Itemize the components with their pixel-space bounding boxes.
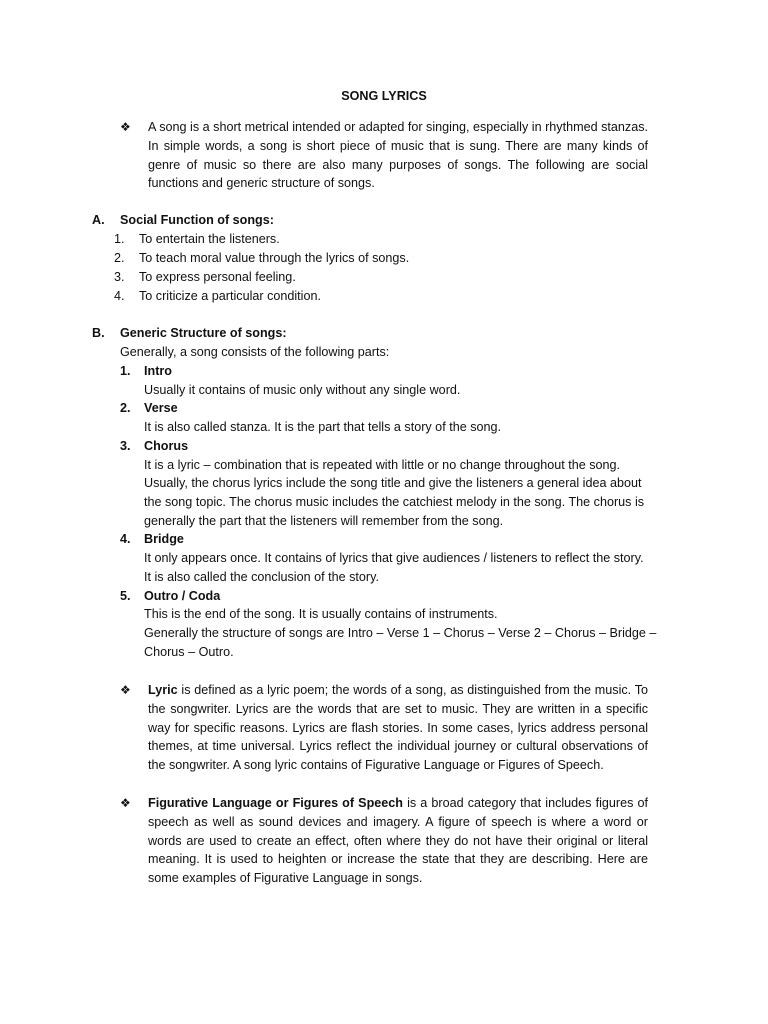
part-line: Usually, the chorus lyrics include the song title and give the listeners a general idea about <box>144 476 642 490</box>
lyric-term: Lyric <box>148 683 178 697</box>
part-line: It is a lyric – combination that is repeated with little or no change throughout the song. <box>144 458 621 472</box>
part-line: Usually it contains of music only without any single word. <box>144 383 461 397</box>
figurative-paragraph <box>148 794 648 888</box>
part-name: Chorus <box>144 439 189 453</box>
section-b-lead: Generally, a song consists of the following parts: <box>120 345 390 359</box>
part-line: This is the end of the song. It is usually contains of instruments. <box>144 607 498 621</box>
part-number: 1. <box>120 364 131 378</box>
diamond-bullet-icon: ❖ <box>120 796 131 810</box>
list-item-number: 1. <box>114 232 125 246</box>
part-line: the song topic. The chorus music includes the catchiest melody in the song. The chorus is <box>144 495 645 509</box>
list-item: To entertain the listeners. <box>139 232 280 246</box>
part-line: It only appears once. It contains of lyrics that give audiences / listeners to reflect the story. <box>144 551 644 565</box>
list-item: To express personal feeling. <box>139 270 296 284</box>
part-number: 3. <box>120 439 131 453</box>
intro-paragraph: A song is a short metrical intended or adapted for singing, especially in rhythmed stanzas. In simple words, a song is short piece of music that is sung. There are many kinds of genre of music so there are also many purposes of songs. The following are social functions and generic structure of songs. <box>148 120 648 191</box>
lyric-definition: is defined as a lyric poem; the words of a song, as distinguished from the music. To the songwriter. Lyrics are the words that are set to music. They are written in a specific way for specific reasons. Lyrics are flash stories. In some cases, lyrics address personal themes, at time universal. Lyrics reflect the individual journey or cultural observations of the songwriter. A song lyric contains of Figurative Language or Figures of Speech. <box>148 683 648 773</box>
section-b-letter: B. <box>92 326 105 340</box>
part-number: 5. <box>120 589 131 603</box>
part-name: Outro / Coda <box>144 589 221 603</box>
page-title: SONG LYRICS <box>341 89 427 103</box>
section-b-heading: Generic Structure of songs: <box>120 326 287 340</box>
lyric-paragraph <box>148 681 648 775</box>
part-line: Chorus – Outro. <box>144 645 234 659</box>
section-a-letter: A. <box>92 213 105 227</box>
part-line: It is also called stanza. It is the part that tells a story of the song. <box>144 420 502 434</box>
list-item: To criticize a particular condition. <box>139 289 321 303</box>
part-number: 2. <box>120 401 131 415</box>
diamond-bullet-icon: ❖ <box>120 120 131 134</box>
list-item-number: 2. <box>114 251 125 265</box>
figurative-term: Figurative Language or Figures of Speech <box>148 796 403 810</box>
section-a-heading: Social Function of songs: <box>120 213 274 227</box>
part-line: It is also called the conclusion of the story. <box>144 570 379 584</box>
figurative-definition: is a broad category that includes figures of speech as well as sound devices and imagery. A figure of speech is where a word or words are used to create an effect, often where they do not have their original or literal meaning. It is used to heighten or increase the state that they are describing. Here are some examples of Figurative Language in songs. <box>148 796 648 886</box>
part-name: Verse <box>144 401 178 415</box>
list-item-number: 3. <box>114 270 125 284</box>
part-line: generally the part that the listeners will remember from the song. <box>144 514 504 528</box>
list-item: To teach moral value through the lyrics of songs. <box>139 251 410 265</box>
part-number: 4. <box>120 532 131 546</box>
part-name: Bridge <box>144 532 184 546</box>
part-name: Intro <box>144 364 172 378</box>
diamond-bullet-icon: ❖ <box>120 683 131 697</box>
list-item-number: 4. <box>114 289 125 303</box>
part-line: Generally the structure of songs are Intro – Verse 1 – Chorus – Verse 2 – Chorus – Bridge – <box>144 626 657 640</box>
